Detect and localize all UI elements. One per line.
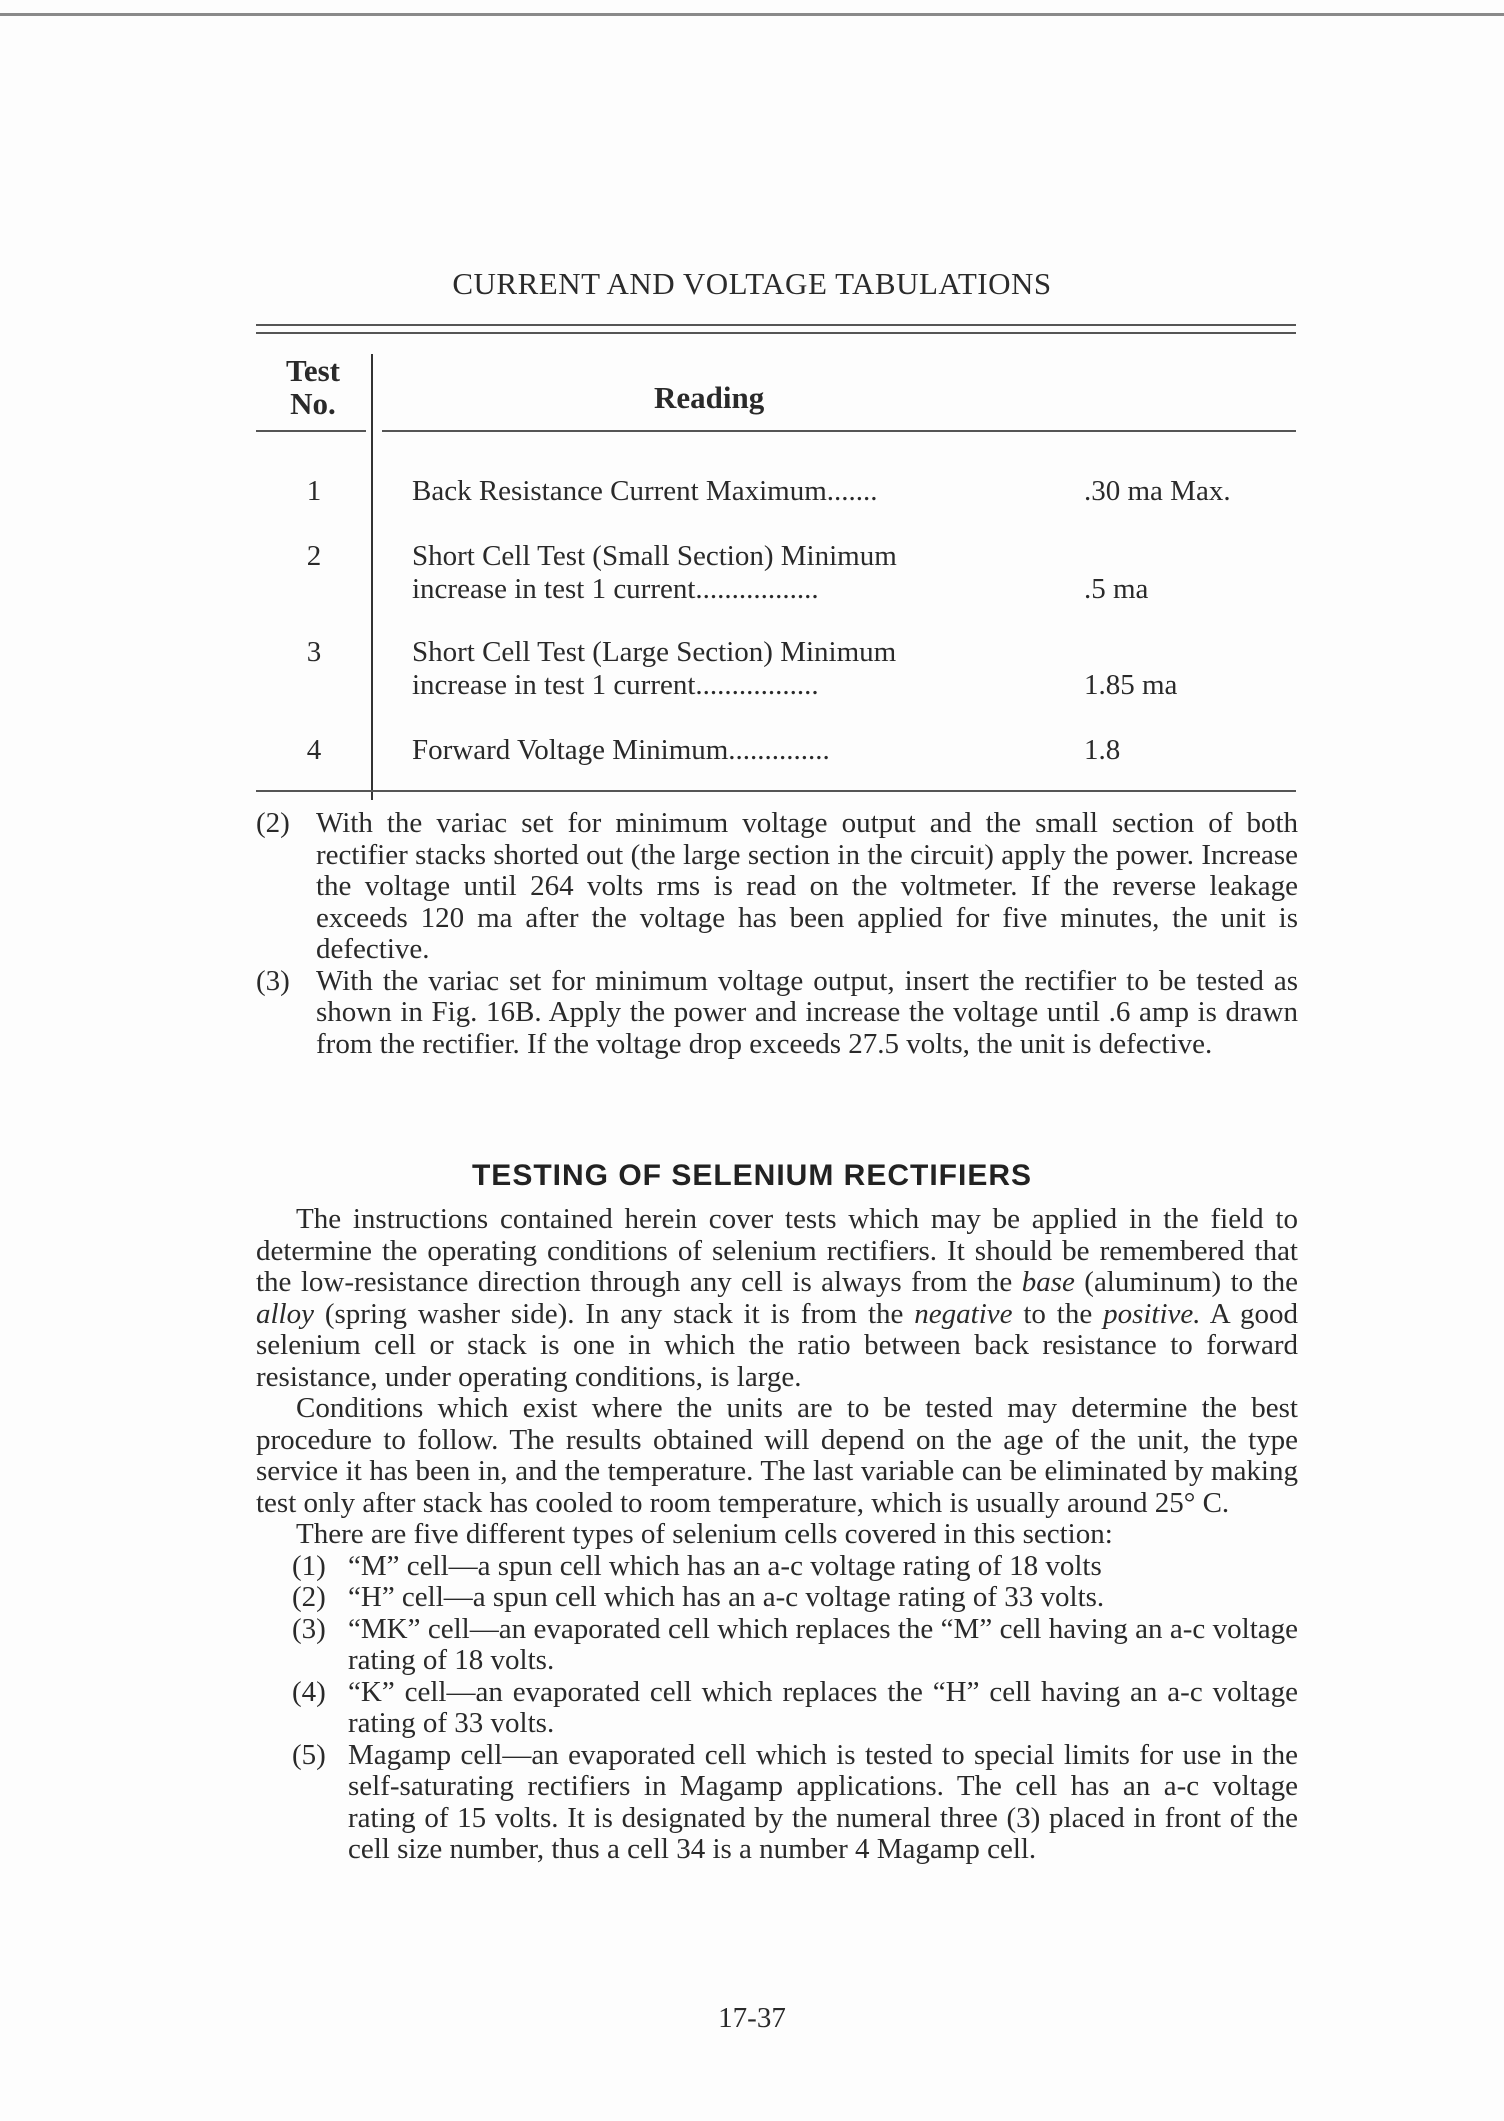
list-text: “H” cell—a spun cell which has an a-c voltage rating of 33 volts.	[348, 1581, 1105, 1613]
list-item	[256, 1614, 1298, 1677]
note-item	[256, 808, 1298, 966]
note-label: (3)	[256, 964, 290, 997]
text-run: to the	[1012, 1297, 1104, 1330]
header-test-line2: No.	[290, 386, 336, 421]
header-rule-left	[256, 430, 366, 432]
paragraph-intro	[256, 1204, 1298, 1393]
note-label: (2)	[256, 807, 290, 839]
header-test-line1: Test	[286, 353, 340, 388]
reading-description-line2: increase in test 1 current.................	[412, 573, 819, 605]
emphasis-base: base	[1021, 1266, 1075, 1298]
table-top-rule	[256, 324, 1296, 326]
text-run: The instructions contained herein cover tests which may be applied in the field to determine the operating conditions of selenium rectifiers. It should be remembered that the low-resistance direction through any cell is always from the	[256, 1203, 1298, 1298]
test-number: 4	[306, 734, 322, 766]
list-text: “M” cell—a spun cell which has an a-c voltage rating of 18 volts	[348, 1549, 1102, 1582]
paragraph-cell-types-intro: There are five different types of selenium cells covered in this section:	[296, 1518, 1113, 1550]
section-body	[256, 1204, 1298, 1866]
test-number: 2	[306, 540, 322, 572]
header-rule-right	[382, 430, 1296, 432]
header-test-no	[278, 354, 348, 420]
header-reading: Reading	[654, 380, 765, 415]
column-divider	[371, 354, 373, 800]
table-bottom-rule	[256, 790, 1296, 792]
page-number: 17-37	[718, 2002, 786, 2034]
list-label: (1)	[292, 1549, 326, 1582]
test-number: 3	[306, 636, 322, 668]
tabulation-table	[256, 324, 1296, 800]
list-text: “K” cell—an evaporated cell which replaces the “H” cell having an a-c voltage rating of 33 volts.	[348, 1675, 1298, 1739]
reading-value: .30 ma Max.	[1084, 475, 1231, 507]
test-notes	[256, 808, 1298, 1060]
reading-description	[412, 540, 1072, 606]
note-text: With the variac set for minimum voltage output, insert the rectifier to be tested as shown in Fig. 16B. Apply the power and increase the voltage until .6 amp is drawn from the rectifier. If the voltage drop exceeds 27.5 volts, the unit is defective.	[316, 964, 1298, 1060]
list-text: Magamp cell—an evaporated cell which is tested to special limits for use in the self-saturating rectifiers in Magamp applications. The cell has an a-c voltage rating of 15 volts. It is designated by the numeral three (3) placed in front of the cell size number, thus a cell 34 is a number 4 Magamp cell.	[348, 1738, 1298, 1865]
list-label: (5)	[292, 1738, 326, 1771]
paragraph-conditions: Conditions which exist where the units are to be tested may determine the best procedure to follow. The results obtained will depend on the age of the unit, the type service it has been in, and the temperature. The last variable can be eliminated by making test only after stack has cooled to room temperature, which is usually around 25° C.	[256, 1392, 1298, 1519]
list-item	[256, 1677, 1298, 1740]
list-label: (2)	[292, 1581, 326, 1613]
reading-description: Back Resistance Current Maximum.......	[412, 475, 878, 507]
scan-edge-line	[0, 13, 1504, 16]
text-run: (aluminum) to the	[1074, 1266, 1299, 1298]
reading-description-line2: increase in test 1 current.................	[412, 669, 819, 701]
reading-value: 1.8	[1084, 734, 1121, 766]
list-item	[256, 1551, 1298, 1583]
list-item	[256, 1740, 1298, 1866]
reading-description	[412, 636, 1072, 702]
list-item	[256, 1582, 1298, 1614]
cell-types-list	[256, 1551, 1298, 1866]
note-text: With the variac set for minimum voltage output and the small section of both rectifier stacks shorted out (the large section in the circuit) apply the power. Increase the voltage until 264 volts rms is read on the voltmeter. If the reverse leakage exceeds 120 ma after the voltage has been applied for five minutes, the unit is defective.	[316, 807, 1298, 965]
page-title: CURRENT AND VOLTAGE TABULATIONS	[452, 266, 1052, 301]
reading-description-line1: Short Cell Test (Small Section) Minimum	[412, 540, 897, 572]
reading-description-line1: Short Cell Test (Large Section) Minimum	[412, 636, 897, 668]
test-number: 1	[306, 475, 322, 507]
list-text: “MK” cell—an evaporated cell which replaces the “M” cell having an a-c voltage rating of 18 volts.	[348, 1612, 1298, 1676]
reading-value: .5 ma	[1084, 573, 1149, 605]
emphasis-alloy: alloy	[256, 1297, 314, 1330]
emphasis-negative: negative	[914, 1297, 1013, 1330]
emphasis-positive: positive.	[1103, 1297, 1201, 1330]
text-run: A good selenium cell or stack is one in which the ratio between back resistance to forward resistance, under operating conditions, is large.	[256, 1297, 1298, 1393]
note-item	[256, 966, 1298, 1061]
reading-value: 1.85 ma	[1084, 669, 1178, 701]
reading-description: Forward Voltage Minimum..............	[412, 734, 830, 766]
list-label: (3)	[292, 1612, 326, 1645]
list-label: (4)	[292, 1675, 326, 1708]
text-run: (spring washer side). In any stack it is from the	[314, 1297, 915, 1330]
section-heading: TESTING OF SELENIUM RECTIFIERS	[471, 1159, 1033, 1192]
